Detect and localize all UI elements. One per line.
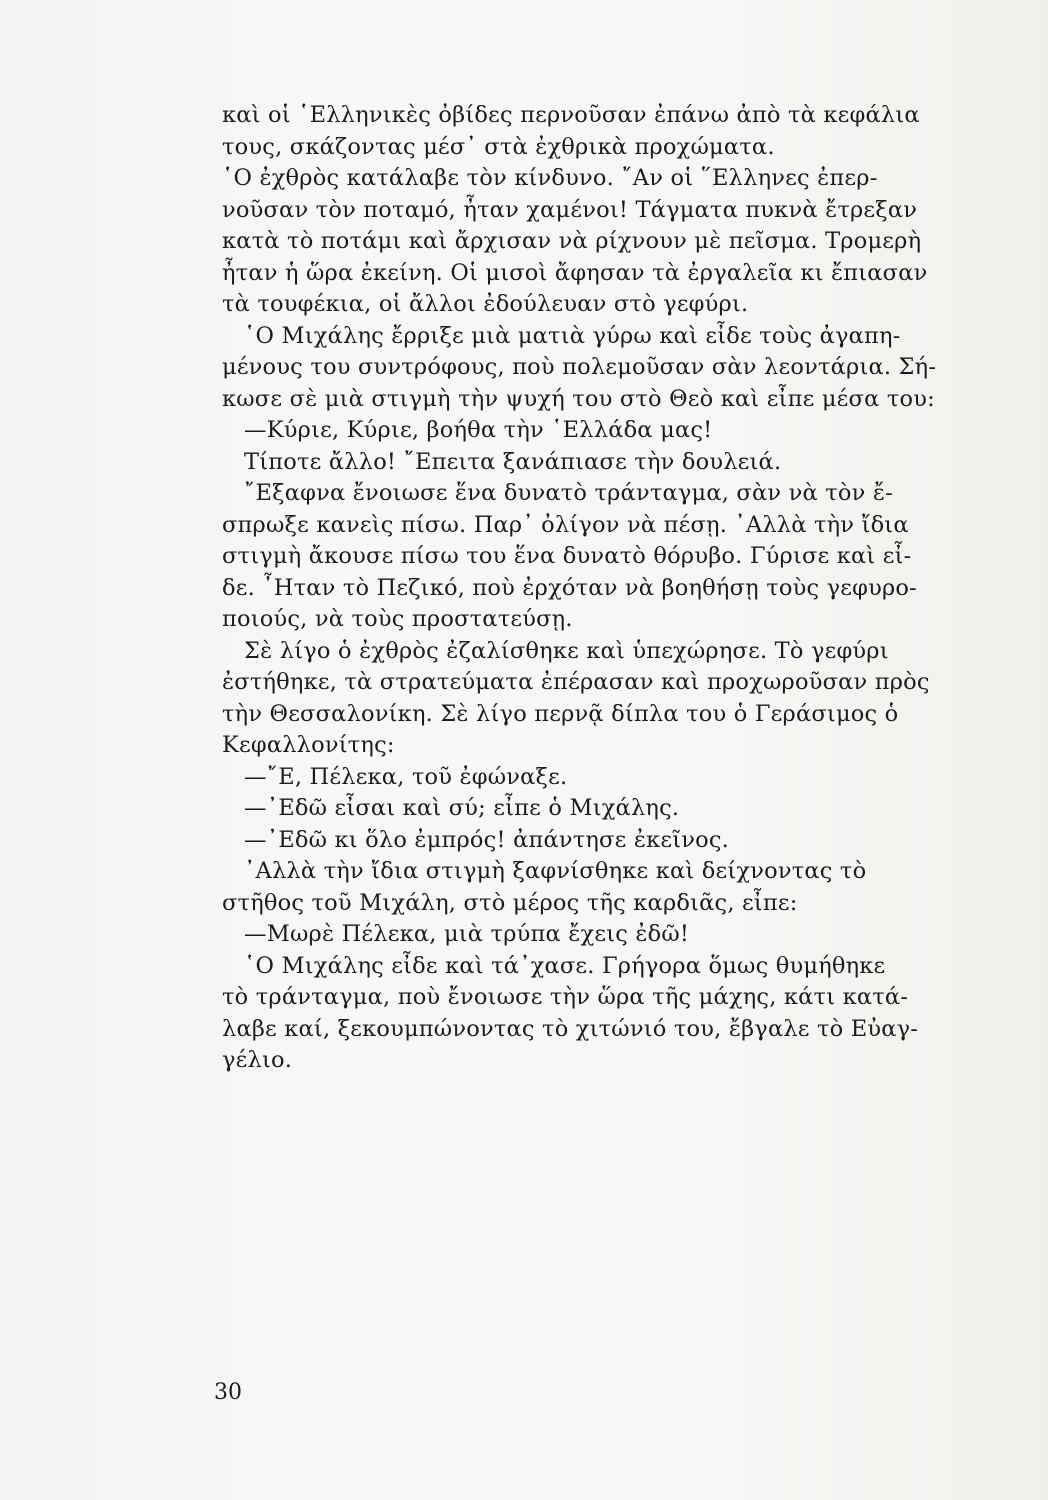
text-line: σπρωξε κανεὶς πίσω. Παρ᾽ ὀλίγον νὰ πέσῃ. ᾽Αλλὰ τὴν ἴδια xyxy=(222,511,909,538)
text-line: ἦταν ἡ ὥρα ἐκείνη. Οἱ μισοὶ ἄφησαν τὰ ἐργαλεῖα κι ἔπιασαν xyxy=(222,259,928,286)
text-line: —Κύριε, Κύριε, βοήθα τὴν ῾Ελλάδα μας! xyxy=(222,417,713,443)
text-line: κατὰ τὸ ποτάμι καὶ ἄρχισαν νὰ ρίχνουν μὲ πεῖσμα. Τρομερὴ xyxy=(222,228,922,254)
text-line: ῾Ο Μιχάλης εἶδε καὶ τά᾽χασε. Γρήγορα ὅμως θυμήθηκε xyxy=(222,952,886,979)
text-line: —῎Ε, Πέλεκα, τοῦ ἐφώναξε. xyxy=(222,763,568,790)
text-line: δε. ῏Ηταν τὸ Πεζικό, ποὺ ἐρχόταν νὰ βοηθήσῃ τοὺς γεφυρο- xyxy=(222,574,917,601)
text-line: Σὲ λίγο ὁ ἐχθρὸς ἐζαλίσθηκε καὶ ὑπεχώρησε. Τὸ γεφύρι xyxy=(222,637,889,664)
text-line: τὰ τουφέκια, οἱ ἄλλοι ἐδούλευαν στὸ γεφύρι. xyxy=(222,291,749,317)
body-text xyxy=(222,100,1030,1077)
text-line: λαβε καί, ξεκουμπώνοντας τὸ χιτώνιό του, ἔβγαλε τὸ Εὐαγ- xyxy=(222,1015,919,1042)
text-line: τους, σκάζοντας μέσ᾽ στὰ ἐχθρικὰ προχώματα. xyxy=(222,133,775,160)
text-line: τὴν Θεσσαλονίκη. Σὲ λίγο περνᾷ δίπλα του ὁ Γεράσιμος ὁ xyxy=(222,700,899,727)
text-line: τὸ τράνταγμα, ποὺ ἔνοιωσε τὴν ὥρα τῆς μάχης, κάτι κατά- xyxy=(222,984,909,1010)
text-line: ᾽Αλλὰ τὴν ἴδια στιγμὴ ξαφνίσθηκε καὶ δείχνοντας τὸ xyxy=(222,858,867,884)
text-line: —᾽Εδῶ εἶσαι καὶ σύ; εἶπε ὁ Μιχάλης. xyxy=(222,795,680,821)
text-line: ποιούς, νὰ τοὺς προστατεύσῃ. xyxy=(222,606,573,632)
text-line: Τίποτε ἄλλο! ῎Επειτα ξανάπιασε τὴν δουλειά. xyxy=(222,448,782,475)
text-line: μένους του συντρόφους, ποὺ πολεμοῦσαν σὰν λεοντάρια. Σή- xyxy=(222,354,937,380)
page-number: 30 xyxy=(214,1380,242,1405)
text-line: στῆθος τοῦ Μιχάλη, στὸ μέρος τῆς καρδιᾶς, εἶπε: xyxy=(222,889,798,916)
text-line: Κεφαλλονίτης: xyxy=(222,732,395,758)
text-line: —᾽Εδῶ κι ὅλο ἐμπρός! ἀπάντησε ἐκεῖνος. xyxy=(222,826,730,853)
text-line: κωσε σὲ μιὰ στιγμὴ τὴν ψυχή του στὸ Θεὸ καὶ εἶπε μέσα του: xyxy=(222,385,935,412)
text-line: ῾Ο ἐχθρὸς κατάλαβε τὸν κίνδυνο. ῎Αν οἱ ῞Ελληνες ἐπερ- xyxy=(222,165,878,191)
text-line: νοῦσαν τὸν ποταμό, ἦταν χαμένοι! Τάγματα πυκνὰ ἔτρεξαν xyxy=(222,196,918,223)
text-line: —Μωρὲ Πέλεκα, μιὰ τρύπα ἔχεις ἐδῶ! xyxy=(222,921,690,947)
text-line: ῎Εξαφνα ἔνοιωσε ἕνα δυνατὸ τράνταγμα, σὰν νὰ τὸν ἔ- xyxy=(222,480,893,506)
text-line: στιγμὴ ἄκουσε πίσω του ἕνα δυνατὸ θόρυβο. Γύρισε καὶ εἶ- xyxy=(222,543,912,569)
text-line: γέλιο. xyxy=(222,1047,293,1073)
text-line: ῾Ο Μιχάλης ἔρριξε μιὰ ματιὰ γύρω καὶ εἶδε τοὺς ἀγαπη- xyxy=(222,322,901,349)
text-line: ἐστήθηκε, τὰ στρατεύματα ἐπέρασαν καὶ προχωροῦσαν πρὸς xyxy=(222,669,930,695)
text-line: καὶ οἱ ῾Ελληνικὲς ὀβίδες περνοῦσαν ἐπάνω ἀπὸ τὰ κεφάλια xyxy=(222,102,920,128)
